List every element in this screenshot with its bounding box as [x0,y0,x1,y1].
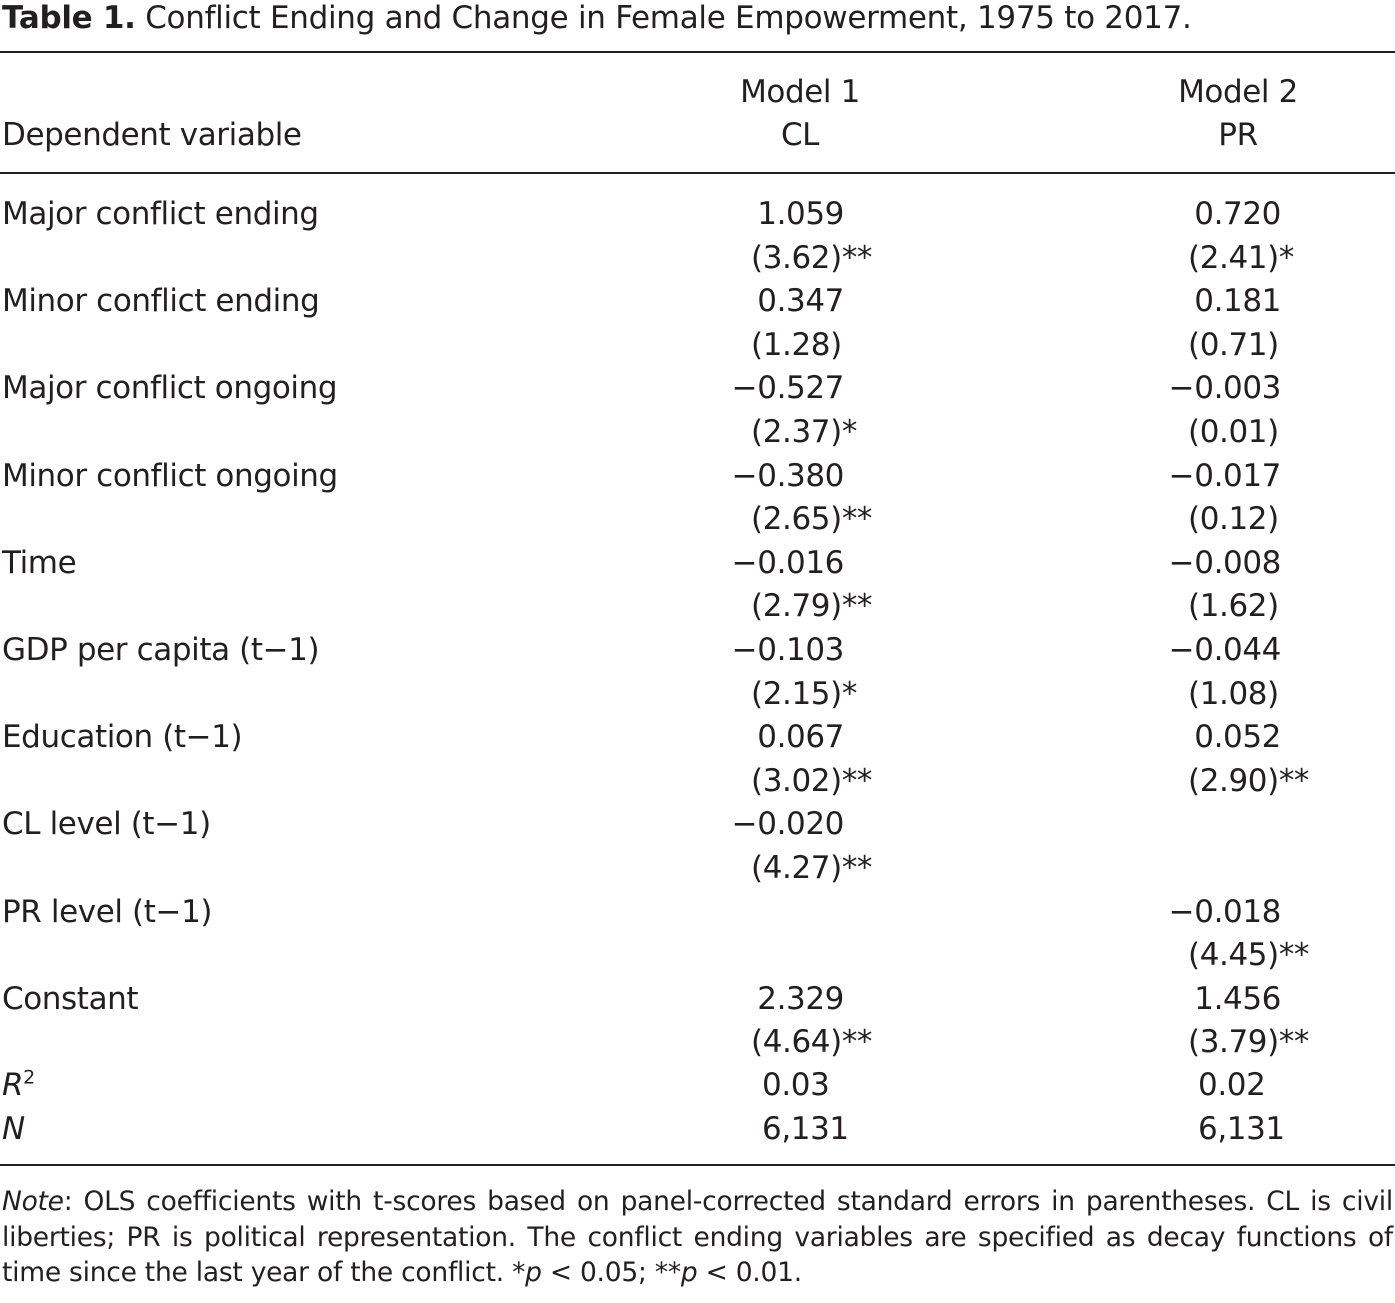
tscore-value: (2.41) [1188,240,1279,276]
model2-coefficient: 0.052 [1194,719,1281,755]
n-model2: 6,131 [1198,1111,1285,1147]
tscore-value: (2.79) [751,588,842,624]
model2-coefficient: −0.003 [1168,370,1281,406]
model2-tscore [1188,763,1309,799]
row-label: GDP per capita (t−1) [2,632,320,668]
tscore-value: (4.45) [1188,937,1279,973]
model1-dv: CL [780,117,820,153]
significance-stars: ** [1278,937,1310,973]
model2-coefficient: −0.017 [1168,458,1281,494]
model1-tscore [751,327,842,363]
significance-stars: ** [841,763,873,799]
tscore-value: (1.28) [751,327,842,363]
header-rule [0,172,1395,174]
model2-tscore [1188,501,1279,537]
model2-coefficient: −0.008 [1168,545,1281,581]
significance-stars: * [841,676,857,712]
r2-label: $R^2$ [2,1066,35,1103]
model1-coefficient: 0.067 [757,719,844,755]
model1-coefficient: −0.527 [731,370,844,406]
table-title: Conflict Ending and Change in Female Empowerment, 1975 to 2017. [135,0,1192,36]
r2-model1: 0.03 [762,1067,830,1103]
tscore-value: (0.71) [1188,327,1279,363]
model2-coefficient: −0.018 [1168,894,1281,930]
row-label: Major conflict ending [2,196,319,232]
tscore-value: (0.01) [1188,414,1279,450]
significance-stars: ** [841,1024,873,1060]
model2-dv: PR [1218,117,1258,153]
model2-tscore [1188,676,1279,712]
model1-coefficient: 2.329 [757,981,844,1017]
significance-stars: ** [1278,1024,1310,1060]
model2-name: Model 2 [1178,74,1298,110]
bottom-rule [0,1164,1395,1166]
model2-tscore [1188,937,1309,973]
model1-coefficient: 0.347 [757,283,844,319]
significance-stars: * [841,414,857,450]
tscore-value: (2.90) [1188,763,1279,799]
model1-coefficient: 1.059 [757,196,844,232]
tscore-value: (2.15) [751,676,842,712]
model2-coefficient: 1.456 [1194,981,1281,1017]
model2-tscore [1188,240,1294,276]
significance-stars: * [1278,240,1294,276]
model1-tscore [751,501,872,537]
table-note: Note: OLS coefficients with t-scores based on panel-corrected standard errors in parentheses. CL is civil liberties; PR is political representation. The conflict ending variables are specified as decay functions of time since the last year of the conflict. *p < 0.05; **p < 0.01. [2,1186,1393,1288]
significance-stars: ** [841,501,873,537]
model2-tscore [1188,327,1279,363]
model2-coefficient: 0.720 [1194,196,1281,232]
significance-stars: ** [841,240,873,276]
tscore-value: (2.37) [751,414,842,450]
tscore-value: (2.65) [751,501,842,537]
tscore-value: (0.12) [1188,501,1279,537]
tscore-value: (4.27) [751,850,842,886]
significance-stars: ** [841,850,873,886]
row-label: Minor conflict ending [2,283,320,319]
model1-coefficient: −0.016 [731,545,844,581]
r2-model2: 0.02 [1198,1067,1266,1103]
significance-stars: ** [1278,763,1310,799]
tscore-value: (3.62) [751,240,842,276]
model1-tscore [751,414,857,450]
model1-coefficient: −0.103 [731,632,844,668]
tscore-value: (1.08) [1188,676,1279,712]
row-label: Minor conflict ongoing [2,458,338,494]
significance-stars: ** [841,588,873,624]
model1-name: Model 1 [740,74,860,110]
row-label: CL level (t−1) [2,806,211,842]
model1-tscore [751,676,857,712]
model1-coefficient: −0.380 [731,458,844,494]
model1-tscore [751,1024,872,1060]
row-label: Education (t−1) [2,719,243,755]
tscore-value: (1.62) [1188,588,1279,624]
model2-tscore [1188,1024,1309,1060]
model1-tscore [751,763,872,799]
row-label: Constant [2,981,139,1017]
model1-tscore [751,588,872,624]
tscore-value: (3.02) [751,763,842,799]
model1-tscore [751,850,872,886]
model2-coefficient: −0.044 [1168,632,1281,668]
row-label: Major conflict ongoing [2,370,338,406]
model2-tscore [1188,588,1279,624]
table-caption [2,0,1192,36]
tscore-value: (3.79) [1188,1024,1279,1060]
model1-tscore [751,240,872,276]
model2-tscore [1188,414,1279,450]
n-label: N [2,1111,25,1147]
row-label: PR level (t−1) [2,894,213,930]
row-label: Time [2,545,77,581]
model1-coefficient: −0.020 [731,806,844,842]
n-model1: 6,131 [762,1111,849,1147]
model2-coefficient: 0.181 [1194,283,1281,319]
top-rule [0,51,1395,53]
tscore-value: (4.64) [751,1024,842,1060]
stub-header: Dependent variable [2,117,302,153]
table-label: Table 1. [2,0,136,36]
